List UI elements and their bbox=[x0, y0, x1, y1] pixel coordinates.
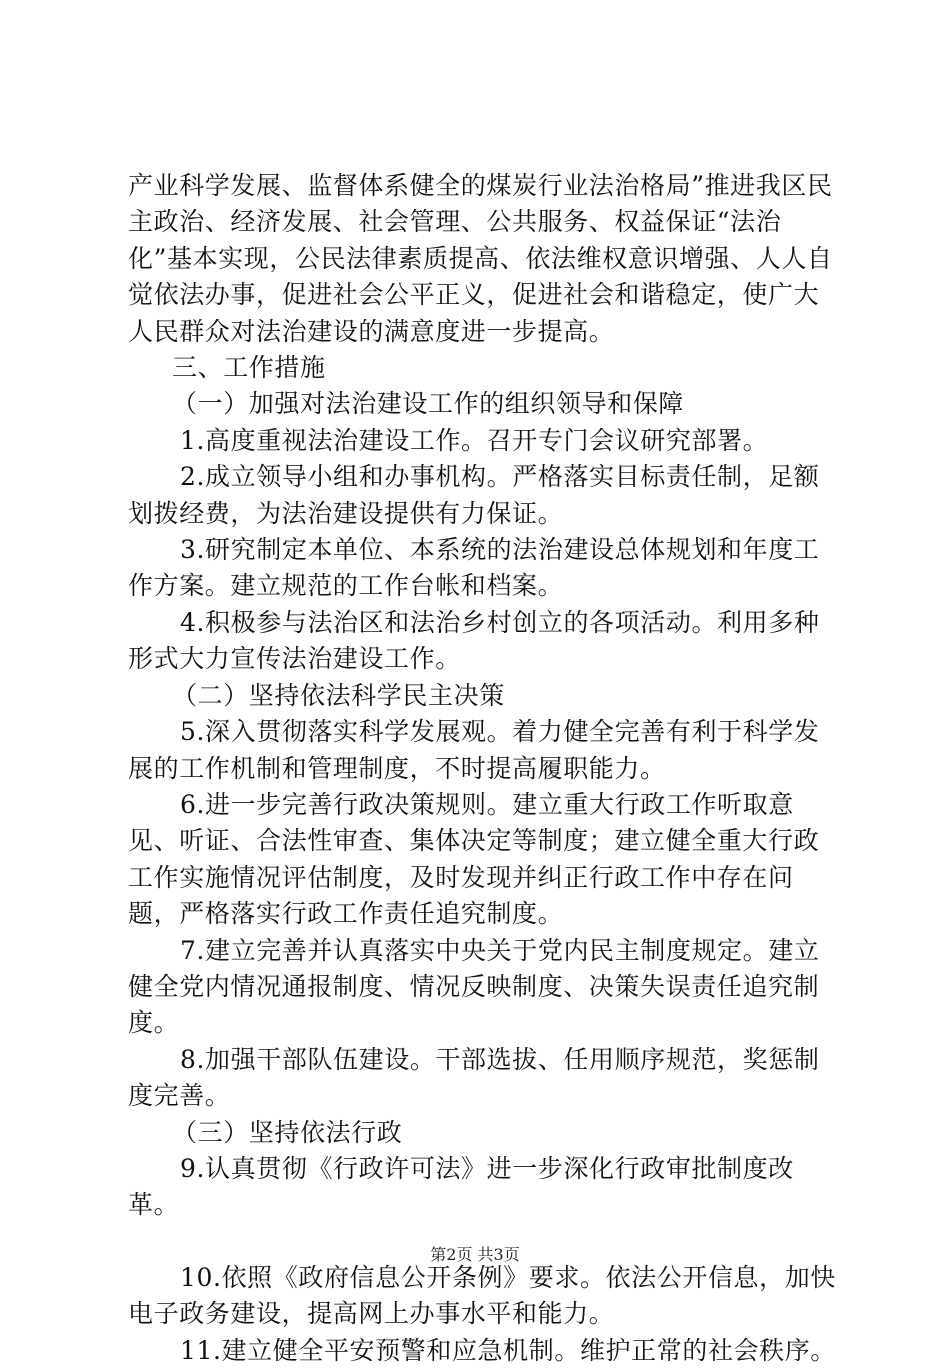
list-item-1: 1.高度重视法治建设工作。召开专门会议研究部署。 bbox=[180, 425, 769, 455]
list-item-7: 7.建立完善并认真落实中央关于党内民主制度规定。建立健全党内情况通报制度、情况反映制度、决策失误责任追究制度。 bbox=[128, 935, 820, 1038]
list-item-4: 4.积极参与法治区和法治乡村创立的各项活动。利用多种形式大力宣传法治建设工作。 bbox=[128, 607, 820, 674]
section-heading-work-measures: 三、工作措施 bbox=[172, 353, 326, 383]
subsection-heading-2: （二）坚持依法科学民主决策 bbox=[172, 680, 505, 710]
list-item-6: 6.进一步完善行政决策规则。建立重大行政工作听取意见、听证、合法性审查、集体决定等制度；建立健全重大行政工作实施情况评估制度，及时发现并纠正行政工作中存在问题，严格落实行政工作责任追究制度。 bbox=[128, 789, 820, 929]
document-body bbox=[128, 168, 840, 1369]
page-number-footer: 第2页 共3页 bbox=[430, 1245, 520, 1264]
subsection-heading-1: （一）加强对法治建设工作的组织领导和保障 bbox=[172, 389, 685, 419]
paragraph-goals-continuation: 产业科学发展、监督体系健全的煤炭行业法治格局”推进我区民主政治、经济发展、社会管理、公共服务、权益保证“法治化”基本实现，公民法律素质提高、依法维权意识增强、人人自觉依法办事，促进社会公平正义，促进社会和谐稳定，使广大人民群众对法治建设的满意度进一步提高。 bbox=[128, 171, 833, 346]
list-item-11: 11.建立健全平安预警和应急机制。维护正常的社会秩序。 bbox=[180, 1335, 836, 1365]
list-item-3: 3.研究制定本单位、本系统的法治建设总体规划和年度工作方案。建立规范的工作台帐和档案。 bbox=[128, 535, 820, 601]
list-item-8: 8.加强干部队伍建设。干部选拔、任用顺序规范，奖惩制度完善。 bbox=[128, 1044, 820, 1111]
subsection-heading-3: （三）坚持依法行政 bbox=[172, 1117, 403, 1147]
list-item-5: 5.深入贯彻落实科学发展观。着力健全完善有利于科学发展的工作机制和管理制度，不时提高履职能力。 bbox=[128, 717, 820, 783]
list-item-9: 9.认真贯彻《行政许可法》进一步深化行政审批制度改革。 bbox=[128, 1153, 794, 1220]
list-item-2: 2.成立领导小组和办事机构。严格落实目标责任制，足额划拨经费，为法治建设提供有力保证。 bbox=[128, 462, 820, 528]
list-item-10: 10.依照《政府信息公开条例》要求。依法公开信息，加快电子政务建设，提高网上办事水平和能力。 bbox=[128, 1262, 836, 1329]
